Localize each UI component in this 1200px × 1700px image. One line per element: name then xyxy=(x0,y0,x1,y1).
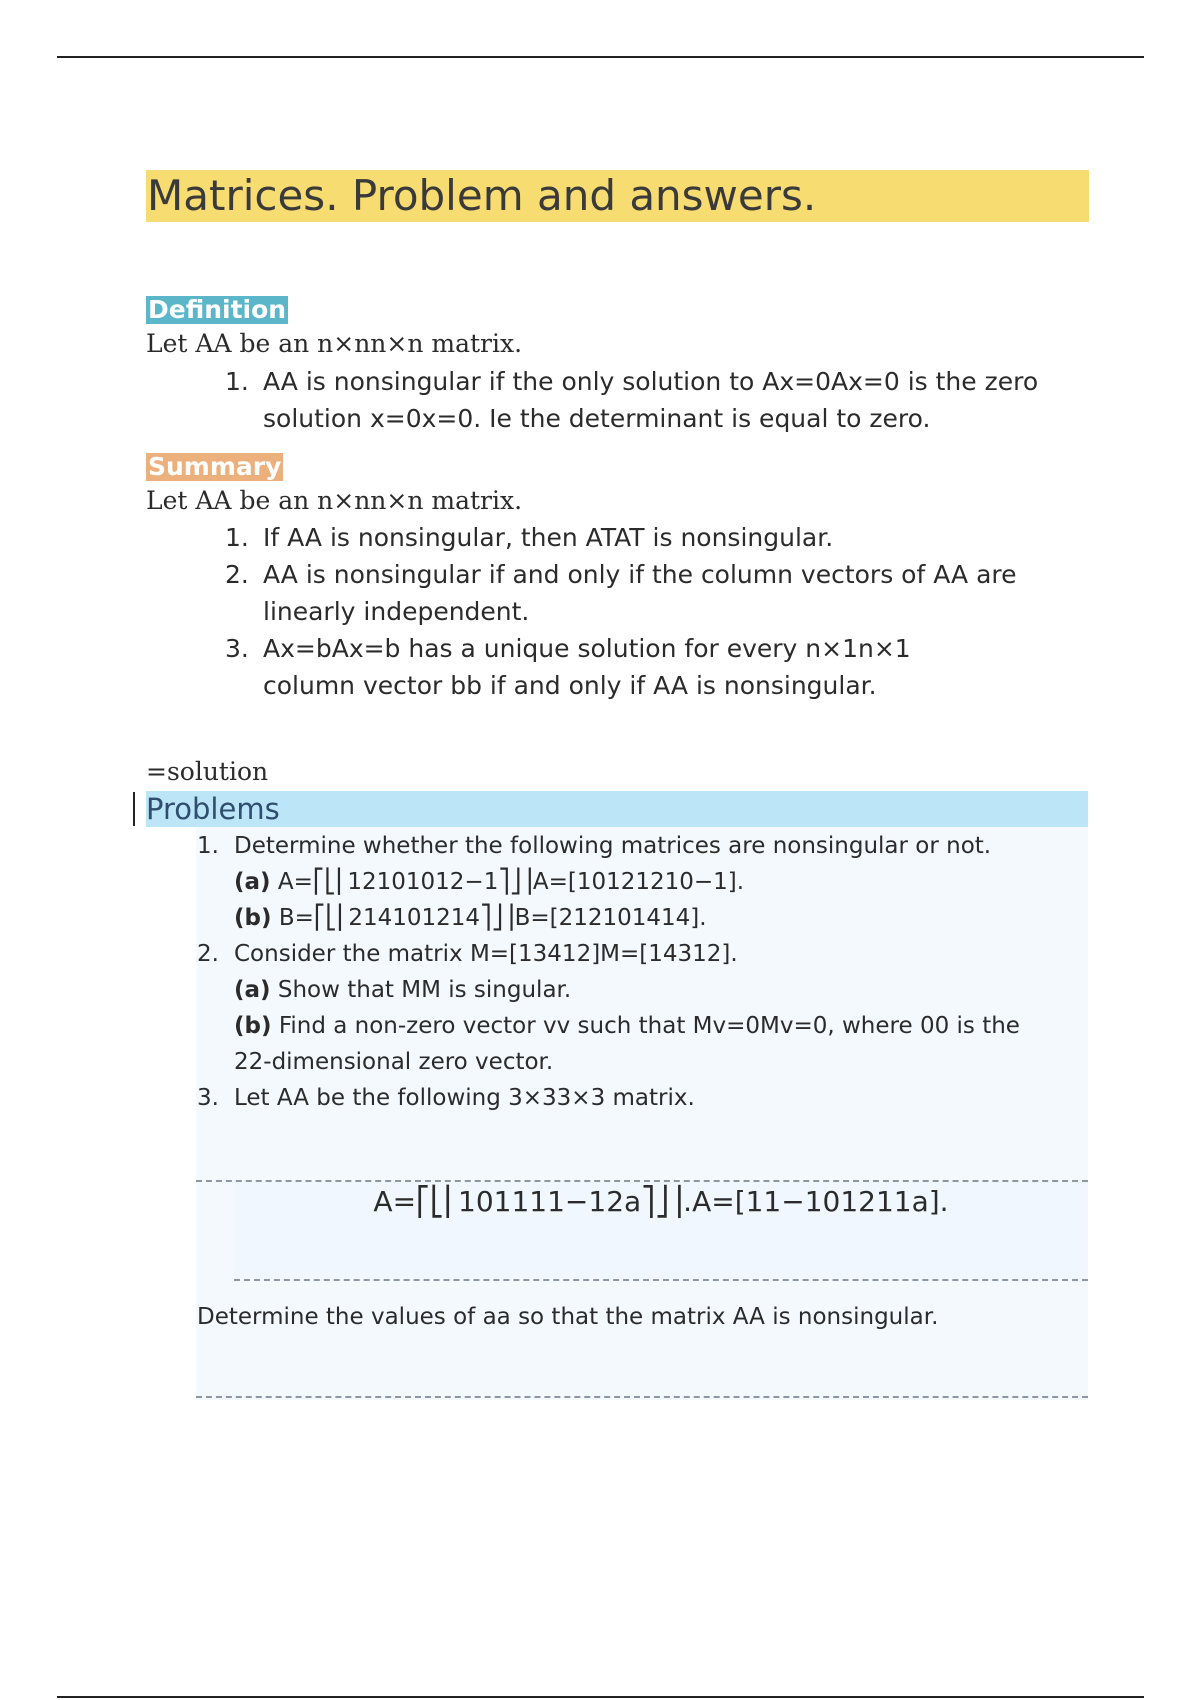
problem-text: Consider the matrix M=[13412]M=[14312]. xyxy=(234,941,738,967)
problem-subpart xyxy=(234,900,1084,936)
summary-item xyxy=(225,519,1093,556)
display-equation: A=⎡⎣⎢101111−12a⎤⎦⎥.A=[11−101211a]. xyxy=(373,1185,949,1218)
problem-subpart xyxy=(234,972,1084,1008)
problem-text: Let AA be the following 3×33×3 matrix. xyxy=(234,1085,695,1111)
definition-item xyxy=(225,363,1093,437)
subpart-label: (b) xyxy=(234,905,272,931)
subpart-text: A=⎡⎣⎢12101012−1⎤⎦⎥A=[10121210−1]. xyxy=(277,869,745,895)
subpart-text: Show that MM is singular. xyxy=(277,977,572,1003)
list-number: 1. xyxy=(197,833,219,859)
summary-item-text: Ax=bAx=b has a unique solution for every n×1n×1 column vector bb if and only if AA is nonsingular. xyxy=(263,634,911,700)
problem-item xyxy=(197,936,1084,1080)
top-rule xyxy=(57,56,1144,58)
definition-label: Definition xyxy=(148,295,287,324)
problem-item xyxy=(197,828,1084,936)
list-number: 3. xyxy=(197,1085,219,1111)
problems-heading: Problems xyxy=(146,791,1088,827)
subpart-text: Find a non-zero vector vv such that Mv=0Mv=0, where 00 is the 22-dimensional zero vector. xyxy=(234,1013,1020,1075)
summary-item-text: If AA is nonsingular, then ATAT is nonsingular. xyxy=(263,523,834,552)
problem-subpart xyxy=(234,864,1084,900)
subpart-text: B=⎡⎣⎢214101214⎤⎦⎥B=[212101414]. xyxy=(278,905,707,931)
equation-divider-bottom xyxy=(234,1279,1088,1281)
summary-item-text: AA is nonsingular if and only if the column vectors of AA are linearly independent. xyxy=(263,560,1017,626)
problem-item xyxy=(197,1080,1084,1116)
solution-text: =solution xyxy=(146,757,269,786)
summary-label: Summary xyxy=(148,452,282,481)
subpart-label: (b) xyxy=(234,1013,272,1039)
problem-subpart xyxy=(234,1008,1084,1080)
definition-intro: Let AA be an n×nn×n matrix. xyxy=(146,329,523,358)
summary-item xyxy=(225,630,1093,704)
definition-list xyxy=(225,363,1093,437)
subpart-label: (a) xyxy=(234,977,271,1003)
list-number: 1. xyxy=(225,523,249,552)
definition-item-text: AA is nonsingular if the only solution to Ax=0Ax=0 is the zero solution x=0x=0. Ie the determinant is equal to zero. xyxy=(263,367,1039,433)
text-cursor xyxy=(133,792,135,826)
list-number: 1. xyxy=(225,367,249,396)
list-number: 2. xyxy=(225,560,249,589)
problems-divider-bottom xyxy=(196,1396,1088,1398)
summary-intro: Let AA be an n×nn×n matrix. xyxy=(146,486,523,515)
bottom-rule xyxy=(57,1696,1144,1698)
subpart-label: (a) xyxy=(234,869,271,895)
problems-list xyxy=(197,828,1084,1116)
list-number: 2. xyxy=(197,941,219,967)
problem-instruction: Determine the values of aa so that the matrix AA is nonsingular. xyxy=(197,1304,939,1330)
page-title: Matrices. Problem and answers. xyxy=(146,170,1089,222)
list-number: 3. xyxy=(225,634,249,663)
problem-text: Determine whether the following matrices are nonsingular or not. xyxy=(234,833,992,859)
summary-list xyxy=(225,519,1093,704)
summary-item xyxy=(225,556,1093,630)
